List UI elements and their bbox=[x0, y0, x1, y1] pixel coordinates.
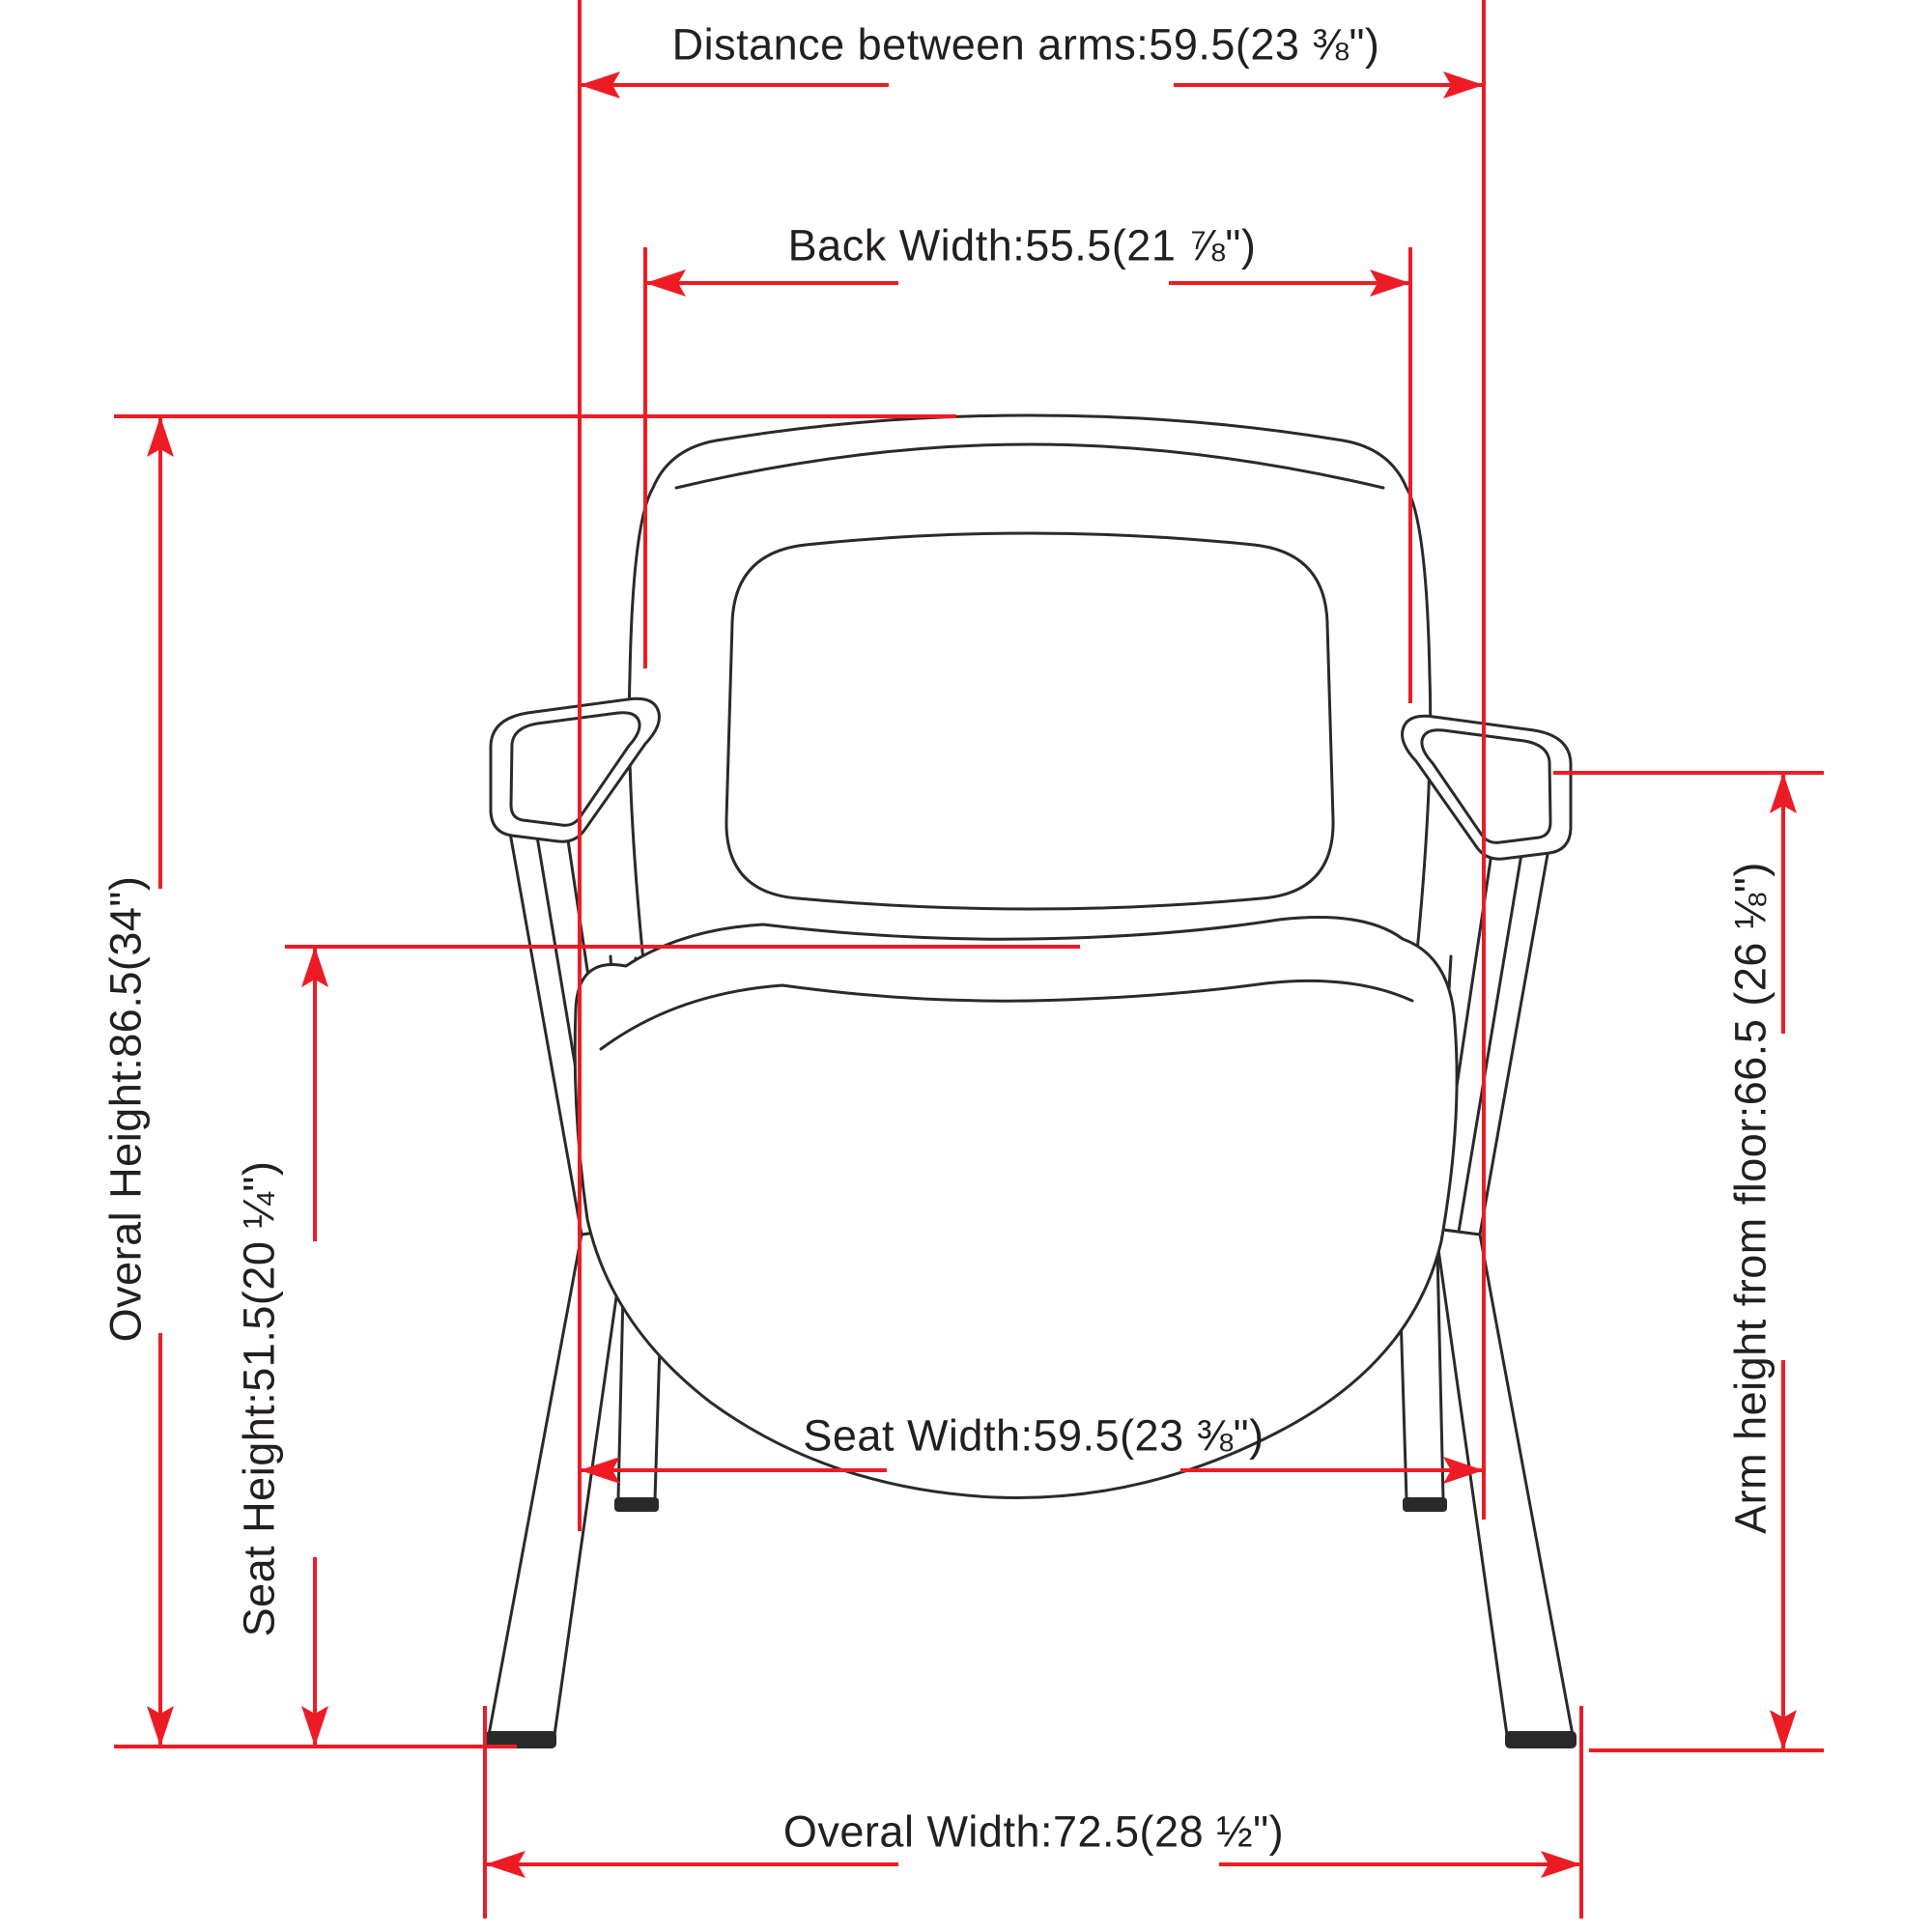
label-overall-width: Overal Width:72.5(28 ½") bbox=[782, 1806, 1285, 1857]
label-overall-height: Overal Height:86.5(34") bbox=[100, 875, 151, 1343]
label-seat-width: Seat Width:59.5(23 ⅜") bbox=[803, 1410, 1264, 1461]
label-arm-height-from-floor: Arm height from floor:66.5 (26 ⅛") bbox=[1725, 862, 1776, 1534]
label-seat-height: Seat Height:51.5(20 ¼") bbox=[234, 1160, 284, 1637]
label-distance-between-arms: Distance between arms:59.5(23 ⅜") bbox=[671, 19, 1380, 70]
backrest-mesh-panel bbox=[726, 533, 1333, 909]
chair-front-view-drawing bbox=[485, 415, 1577, 1748]
backrest bbox=[629, 415, 1430, 980]
label-back-width: Back Width:55.5(21 ⅞") bbox=[787, 220, 1257, 270]
dim-arm-height bbox=[1553, 773, 1824, 1750]
